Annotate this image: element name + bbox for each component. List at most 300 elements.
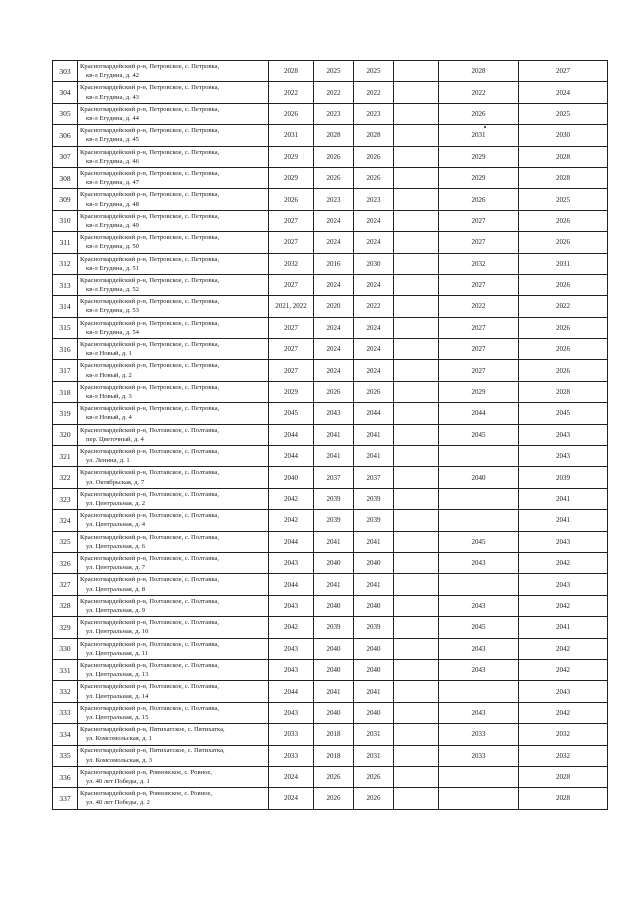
table-row <box>53 617 608 638</box>
year-cell-5: 2027 <box>439 210 519 231</box>
address-line-2: кв-л Егудина, д. 51 <box>86 264 139 272</box>
year-cell-5 <box>439 766 519 787</box>
year-cell-4 <box>394 552 439 573</box>
address-line-1: Красногвардейский р-н, Петровское, с. Петровка, <box>80 298 220 306</box>
year-cell-4 <box>394 510 439 531</box>
year-cell-1: 2027 <box>269 317 314 338</box>
year-cell-3: 2024 <box>354 317 394 338</box>
year-cell-3: 2041 <box>354 424 394 445</box>
year-cell-5: 2028 <box>439 61 519 82</box>
year-cell-2: 2026 <box>314 766 354 787</box>
year-cell-4 <box>394 638 439 659</box>
address-line-2: ул. Комсомольская, д. 3 <box>86 756 153 764</box>
row-number: 323 <box>53 488 78 509</box>
address-cell <box>78 317 269 338</box>
year-cell-4 <box>394 745 439 766</box>
address-line-1: Красногвардейский р-н, Петровское, с. Петровка, <box>80 276 220 284</box>
address-line-1: Красногвардейский р-н, Петровское, с. Петровка, <box>80 319 220 327</box>
row-number: 308 <box>53 167 78 188</box>
year-cell-1: 2045 <box>269 403 314 424</box>
year-cell-5: 2033 <box>439 745 519 766</box>
year-cell-2: 2022 <box>314 82 354 103</box>
address-cell <box>78 360 269 381</box>
address-line-2: кв-л Егудина, д. 49 <box>86 221 139 229</box>
year-cell-5: 2029 <box>439 381 519 402</box>
scan-speck <box>484 126 486 128</box>
year-cell-1: 2024 <box>269 788 314 809</box>
year-cell-1: 2024 <box>269 766 314 787</box>
row-number: 315 <box>53 317 78 338</box>
address-line-1: Красногвардейский р-н, Полтавское, с. Полтавка, <box>80 597 219 605</box>
year-cell-6: 2024 <box>519 82 608 103</box>
address-cell <box>78 681 269 702</box>
year-cell-3: 2025 <box>354 61 394 82</box>
year-cell-2: 2028 <box>314 125 354 146</box>
row-number: 314 <box>53 296 78 317</box>
year-cell-4 <box>394 189 439 210</box>
year-cell-6: 2031 <box>519 253 608 274</box>
row-number: 330 <box>53 638 78 659</box>
year-cell-5: 2027 <box>439 339 519 360</box>
address-cell <box>78 788 269 809</box>
year-cell-3: 2041 <box>354 681 394 702</box>
address-cell <box>78 424 269 445</box>
year-cell-6: 2026 <box>519 210 608 231</box>
year-cell-1: 2043 <box>269 638 314 659</box>
year-cell-5: 2045 <box>439 617 519 638</box>
year-cell-2: 2041 <box>314 681 354 702</box>
year-cell-2: 2018 <box>314 745 354 766</box>
year-cell-6: 2032 <box>519 745 608 766</box>
year-cell-2: 2026 <box>314 788 354 809</box>
address-line-1: Красногвардейский р-н, Полтавское, с. Полтавка, <box>80 704 219 712</box>
year-cell-5: 2044 <box>439 403 519 424</box>
row-number: 335 <box>53 745 78 766</box>
year-cell-6: 2043 <box>519 574 608 595</box>
address-line-1: Красногвардейский р-н, Полтавское, с. Полтавка, <box>80 683 219 691</box>
table-row <box>53 488 608 509</box>
year-cell-1: 2032 <box>269 253 314 274</box>
table-row <box>53 339 608 360</box>
address-cell <box>78 146 269 167</box>
address-line-1: Красногвардейский р-н, Петровское, с. Петровка, <box>80 84 220 92</box>
year-cell-6: 2026 <box>519 360 608 381</box>
year-cell-3: 2024 <box>354 210 394 231</box>
address-line-1: Красногвардейский р-н, Петровское, с. Петровка, <box>80 62 220 70</box>
table-row <box>53 724 608 745</box>
address-line-2: кв-л Егудина, д. 43 <box>86 93 139 101</box>
year-cell-5: 2033 <box>439 724 519 745</box>
address-cell <box>78 745 269 766</box>
year-cell-6: 2026 <box>519 317 608 338</box>
year-cell-3: 2041 <box>354 574 394 595</box>
address-line-2: ул. 40 лет Победы, д. 2 <box>86 799 150 807</box>
year-cell-2: 2020 <box>314 296 354 317</box>
table-row <box>53 103 608 124</box>
address-cell <box>78 595 269 616</box>
year-cell-2: 2024 <box>314 317 354 338</box>
year-cell-3: 2041 <box>354 446 394 467</box>
address-line-2: ул. Центральная, д. 8 <box>86 585 146 593</box>
table-row <box>53 61 608 82</box>
address-cell <box>78 724 269 745</box>
address-line-2: ул. Центральная, д. 11 <box>86 649 149 657</box>
address-line-2: кв-л Новый, д. 2 <box>86 371 132 379</box>
address-cell <box>78 446 269 467</box>
year-cell-2: 2026 <box>314 167 354 188</box>
address-line-2: кв-л Новый, д. 3 <box>86 393 132 401</box>
year-cell-2: 2041 <box>314 531 354 552</box>
year-cell-5 <box>439 681 519 702</box>
year-cell-4 <box>394 595 439 616</box>
year-cell-5: 2026 <box>439 103 519 124</box>
year-cell-1: 2043 <box>269 659 314 680</box>
address-line-2: ул. Центральная, д. 2 <box>86 500 146 507</box>
year-cell-6: 2041 <box>519 617 608 638</box>
year-cell-3: 2022 <box>354 82 394 103</box>
address-cell <box>78 403 269 424</box>
year-cell-5: 2040 <box>439 467 519 488</box>
year-cell-5 <box>439 446 519 467</box>
row-number: 332 <box>53 681 78 702</box>
table-row <box>53 766 608 787</box>
year-cell-5 <box>439 510 519 531</box>
year-cell-4 <box>394 317 439 338</box>
address-line-1: Красногвардейский р-н, Полтавское, с. Полтавка, <box>80 426 219 434</box>
year-cell-4 <box>394 210 439 231</box>
year-cell-2: 2037 <box>314 467 354 488</box>
table-row <box>53 659 608 680</box>
year-cell-6: 2043 <box>519 531 608 552</box>
table-row <box>53 317 608 338</box>
address-cell <box>78 702 269 723</box>
year-cell-6: 2028 <box>519 788 608 809</box>
table-row <box>53 274 608 295</box>
address-cell <box>78 167 269 188</box>
address-line-1: Красногвардейский р-н, Ровновское, с. Ровное, <box>80 790 213 798</box>
row-number: 304 <box>53 82 78 103</box>
row-number: 316 <box>53 339 78 360</box>
year-cell-5: 2043 <box>439 552 519 573</box>
row-number: 336 <box>53 766 78 787</box>
address-line-2: ул. Ленина, д. 1 <box>86 457 130 465</box>
table-row <box>53 82 608 103</box>
table-row <box>53 531 608 552</box>
year-cell-5: 2031 <box>439 125 519 146</box>
year-cell-1: 2027 <box>269 360 314 381</box>
year-cell-4 <box>394 681 439 702</box>
year-cell-2: 2016 <box>314 253 354 274</box>
table-row <box>53 167 608 188</box>
row-number: 307 <box>53 146 78 167</box>
year-cell-3: 2022 <box>354 296 394 317</box>
row-number: 318 <box>53 381 78 402</box>
year-cell-1: 2028 <box>269 61 314 82</box>
address-line-1: Красногвардейский р-н, Полтавское, с. Полтавка, <box>80 469 219 477</box>
year-cell-6: 2039 <box>519 467 608 488</box>
document-page <box>52 60 607 810</box>
address-line-1: Красногвардейский р-н, Петровское, с. Петровка, <box>80 362 220 370</box>
year-cell-4 <box>394 446 439 467</box>
year-cell-4 <box>394 82 439 103</box>
year-cell-4 <box>394 103 439 124</box>
year-cell-6: 2026 <box>519 339 608 360</box>
year-cell-1: 2043 <box>269 552 314 573</box>
year-cell-2: 2039 <box>314 617 354 638</box>
year-cell-4 <box>394 253 439 274</box>
year-cell-3: 2040 <box>354 638 394 659</box>
row-number: 303 <box>53 61 78 82</box>
year-cell-1: 2043 <box>269 595 314 616</box>
year-cell-2: 2041 <box>314 424 354 445</box>
row-number: 325 <box>53 531 78 552</box>
address-line-2: ул. Центральная, д. 4 <box>86 521 146 529</box>
year-cell-3: 2031 <box>354 724 394 745</box>
year-cell-3: 2024 <box>354 339 394 360</box>
table-row <box>53 745 608 766</box>
address-line-2: кв-л Егудина, д. 54 <box>86 328 139 336</box>
table-row <box>53 125 608 146</box>
year-cell-5 <box>439 788 519 809</box>
year-cell-1: 2044 <box>269 681 314 702</box>
year-cell-3: 2030 <box>354 253 394 274</box>
address-line-2: кв-л Егудина, д. 44 <box>86 114 139 122</box>
year-cell-2: 2039 <box>314 488 354 509</box>
year-cell-1: 2031 <box>269 125 314 146</box>
address-line-1: Красногвардейский р-н, Петровское, с. Петровка, <box>80 169 220 177</box>
year-cell-5: 2027 <box>439 232 519 253</box>
year-cell-5: 2027 <box>439 360 519 381</box>
address-line-1: Красногвардейский р-н, Полтавское, с. Полтавка, <box>80 619 219 627</box>
year-cell-4 <box>394 424 439 445</box>
address-cell <box>78 381 269 402</box>
address-cell <box>78 638 269 659</box>
year-cell-5: 2043 <box>439 595 519 616</box>
address-line-1: Красногвардейский р-н, Петровское, с. Петровка, <box>80 383 220 391</box>
year-cell-6: 2043 <box>519 424 608 445</box>
address-line-2: кв-л Новый, д. 1 <box>86 350 132 358</box>
year-cell-4 <box>394 339 439 360</box>
year-cell-6: 2042 <box>519 702 608 723</box>
address-line-2: ул. Центральная, д. 10 <box>86 628 149 636</box>
year-cell-3: 2024 <box>354 232 394 253</box>
year-cell-2: 2024 <box>314 210 354 231</box>
table-row <box>53 360 608 381</box>
year-cell-6: 2032 <box>519 724 608 745</box>
row-number: 312 <box>53 253 78 274</box>
table-row <box>53 403 608 424</box>
year-cell-5: 2043 <box>439 702 519 723</box>
year-cell-3: 2037 <box>354 467 394 488</box>
row-number: 320 <box>53 424 78 445</box>
address-cell <box>78 574 269 595</box>
row-number: 326 <box>53 552 78 573</box>
address-line-2: ул. Центральная, д. 9 <box>86 606 146 614</box>
address-cell <box>78 232 269 253</box>
table-row <box>53 210 608 231</box>
year-cell-6: 2043 <box>519 681 608 702</box>
year-cell-2: 2040 <box>314 659 354 680</box>
year-cell-2: 2041 <box>314 446 354 467</box>
address-cell <box>78 103 269 124</box>
address-line-2: ул. Центральная, д. 13 <box>86 671 149 679</box>
year-cell-1: 2042 <box>269 510 314 531</box>
table-row <box>53 552 608 573</box>
table-row <box>53 381 608 402</box>
year-cell-6: 2042 <box>519 659 608 680</box>
address-line-2: кв-л Егудина, д. 52 <box>86 286 139 294</box>
address-line-2: кв-л Новый, д. 4 <box>86 414 132 422</box>
address-cell <box>78 531 269 552</box>
row-number: 313 <box>53 274 78 295</box>
year-cell-5: 2029 <box>439 167 519 188</box>
address-line-2: ул. Центральная, д. 14 <box>86 692 149 700</box>
address-line-2: кв-л Егудина, д. 48 <box>86 200 139 208</box>
table-row <box>53 146 608 167</box>
year-cell-3: 2026 <box>354 167 394 188</box>
row-number: 334 <box>53 724 78 745</box>
address-cell <box>78 467 269 488</box>
year-cell-5: 2029 <box>439 146 519 167</box>
year-cell-4 <box>394 61 439 82</box>
table-row <box>53 702 608 723</box>
year-cell-5 <box>439 574 519 595</box>
table-row <box>53 574 608 595</box>
address-line-1: Красногвардейский р-н, Полтавское, с. Полтавка, <box>80 661 219 669</box>
year-cell-4 <box>394 788 439 809</box>
address-line-1: Красногвардейский р-н, Пятихатское, с. Пятихатка, <box>80 726 225 734</box>
address-line-2: кв-л Егудина, д. 46 <box>86 157 139 165</box>
year-cell-6: 2028 <box>519 167 608 188</box>
year-cell-4 <box>394 467 439 488</box>
address-cell <box>78 61 269 82</box>
address-line-1: Красногвардейский р-н, Полтавское, с. Полтавка, <box>80 512 219 520</box>
year-cell-6: 2028 <box>519 146 608 167</box>
year-cell-2: 2043 <box>314 403 354 424</box>
table-row <box>53 638 608 659</box>
address-line-1: Красногвардейский р-н, Петровское, с. Петровка, <box>80 191 220 199</box>
address-cell <box>78 189 269 210</box>
year-cell-1: 2026 <box>269 189 314 210</box>
address-cell <box>78 766 269 787</box>
year-cell-3: 2044 <box>354 403 394 424</box>
year-cell-4 <box>394 724 439 745</box>
year-cell-3: 2040 <box>354 552 394 573</box>
year-cell-5: 2045 <box>439 424 519 445</box>
address-line-2: ул. Октябрьская, д. 7 <box>86 478 145 486</box>
table-body <box>53 61 608 810</box>
year-cell-4 <box>394 617 439 638</box>
year-cell-6: 2041 <box>519 510 608 531</box>
table-row <box>53 595 608 616</box>
year-cell-3: 2039 <box>354 488 394 509</box>
year-cell-1: 2033 <box>269 724 314 745</box>
row-number: 324 <box>53 510 78 531</box>
year-cell-2: 2040 <box>314 552 354 573</box>
row-number: 319 <box>53 403 78 424</box>
year-cell-1: 2027 <box>269 274 314 295</box>
row-number: 322 <box>53 467 78 488</box>
year-cell-1: 2042 <box>269 617 314 638</box>
row-number: 327 <box>53 574 78 595</box>
year-cell-3: 2041 <box>354 531 394 552</box>
address-cell <box>78 274 269 295</box>
table-row <box>53 232 608 253</box>
housing-repair-schedule-table <box>52 60 608 810</box>
year-cell-1: 2033 <box>269 745 314 766</box>
row-number: 310 <box>53 210 78 231</box>
row-number: 309 <box>53 189 78 210</box>
year-cell-1: 2029 <box>269 167 314 188</box>
year-cell-3: 2039 <box>354 617 394 638</box>
year-cell-2: 2039 <box>314 510 354 531</box>
year-cell-2: 2041 <box>314 574 354 595</box>
address-cell <box>78 510 269 531</box>
address-line-1: Красногвардейский р-н, Полтавское, с. Полтавка, <box>80 490 219 498</box>
address-line-2: кв-л Егудина, д. 42 <box>86 72 139 80</box>
year-cell-3: 2040 <box>354 659 394 680</box>
address-line-2: ул. Центральная, д. 7 <box>86 564 146 572</box>
table-row <box>53 296 608 317</box>
year-cell-3: 2026 <box>354 146 394 167</box>
year-cell-1: 2029 <box>269 146 314 167</box>
year-cell-6: 2025 <box>519 103 608 124</box>
year-cell-6: 2043 <box>519 446 608 467</box>
year-cell-6: 2045 <box>519 403 608 424</box>
year-cell-1: 2027 <box>269 232 314 253</box>
address-line-2: кв-л Егудина, д. 47 <box>86 179 139 187</box>
year-cell-3: 2028 <box>354 125 394 146</box>
row-number: 329 <box>53 617 78 638</box>
year-cell-5: 2043 <box>439 638 519 659</box>
year-cell-6: 2042 <box>519 595 608 616</box>
table-row <box>53 788 608 809</box>
year-cell-4 <box>394 232 439 253</box>
year-cell-2: 2018 <box>314 724 354 745</box>
year-cell-4 <box>394 125 439 146</box>
address-cell <box>78 253 269 274</box>
year-cell-1: 2027 <box>269 339 314 360</box>
year-cell-2: 2040 <box>314 702 354 723</box>
year-cell-2: 2024 <box>314 274 354 295</box>
year-cell-2: 2023 <box>314 103 354 124</box>
year-cell-2: 2024 <box>314 360 354 381</box>
table-row <box>53 424 608 445</box>
table-row <box>53 467 608 488</box>
year-cell-2: 2024 <box>314 339 354 360</box>
address-cell <box>78 296 269 317</box>
year-cell-1: 2026 <box>269 103 314 124</box>
address-line-1: Красногвардейский р-н, Петровское, с. Петровка, <box>80 127 220 135</box>
table-row <box>53 510 608 531</box>
address-cell <box>78 339 269 360</box>
year-cell-2: 2023 <box>314 189 354 210</box>
year-cell-4 <box>394 659 439 680</box>
year-cell-4 <box>394 531 439 552</box>
address-line-2: ул. Комсомольская, д. 1 <box>86 735 153 743</box>
year-cell-3: 2039 <box>354 510 394 531</box>
year-cell-2: 2040 <box>314 595 354 616</box>
year-cell-1: 2021, 2022 <box>269 296 314 317</box>
address-line-2: кв-л Егудина, д. 50 <box>86 243 139 251</box>
year-cell-6: 2042 <box>519 638 608 659</box>
address-cell <box>78 210 269 231</box>
year-cell-1: 2027 <box>269 210 314 231</box>
year-cell-4 <box>394 702 439 723</box>
row-number: 311 <box>53 232 78 253</box>
year-cell-3: 2040 <box>354 595 394 616</box>
year-cell-1: 2029 <box>269 381 314 402</box>
